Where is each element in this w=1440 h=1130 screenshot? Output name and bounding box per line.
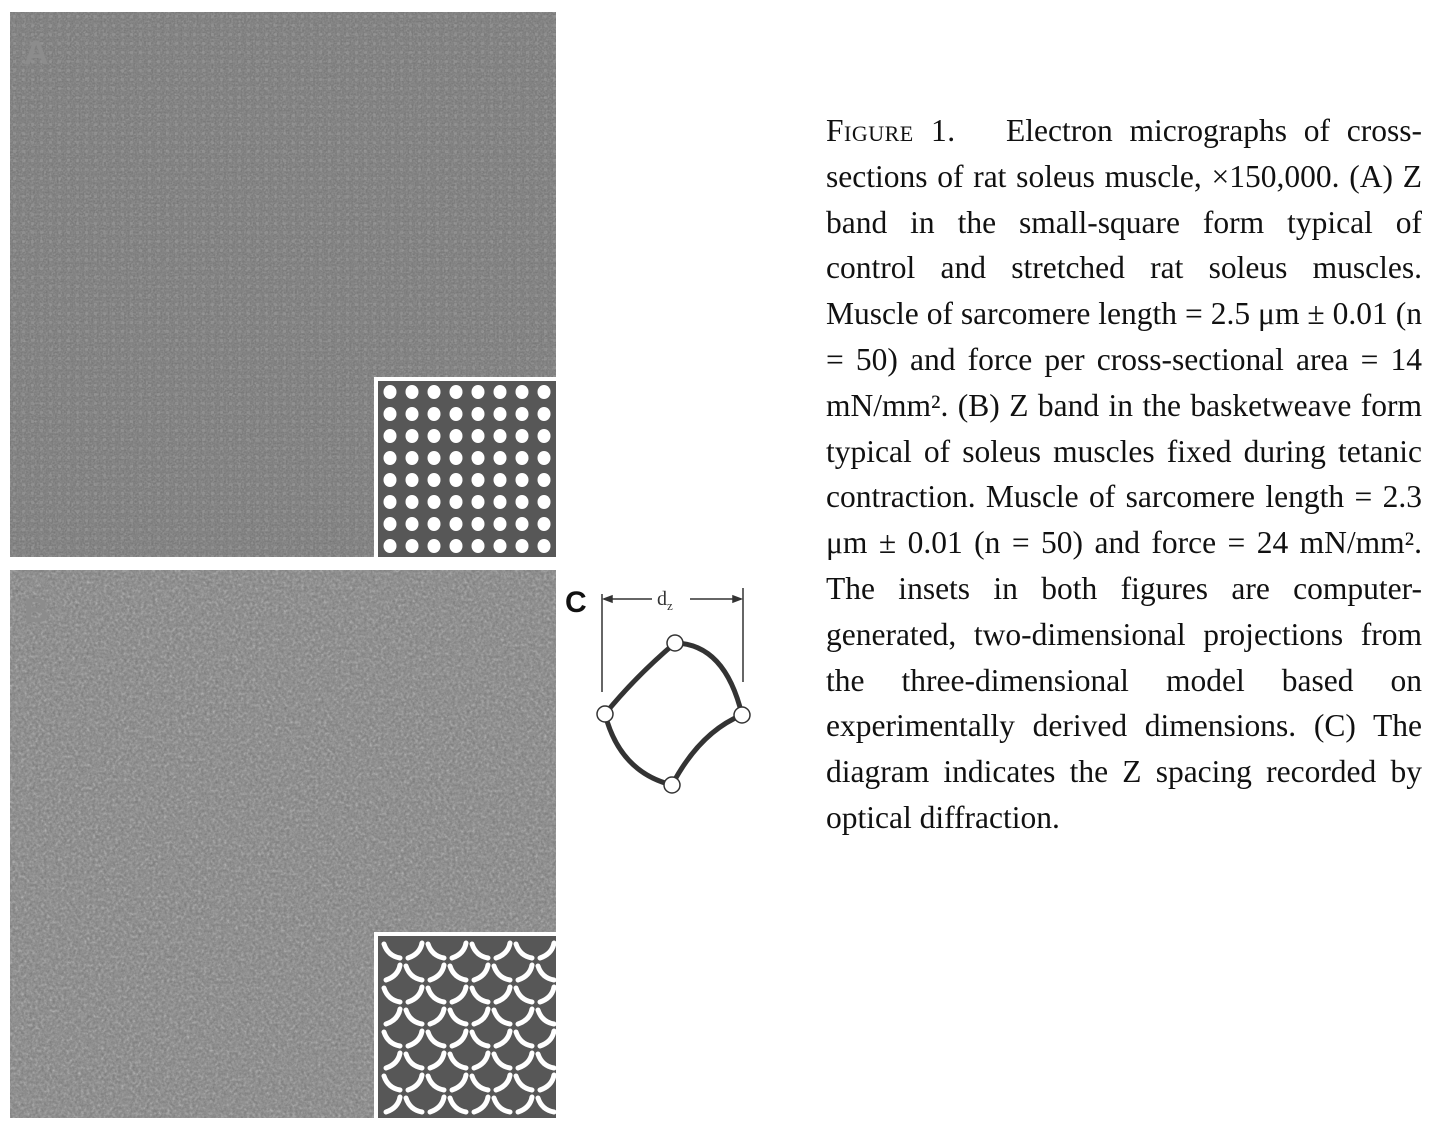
inset-dot [428,539,441,553]
inset-dot [406,385,419,399]
model-inset-a [374,377,556,557]
node-left [597,706,613,722]
inset-dot [450,473,463,487]
inset-dot [406,517,419,531]
inset-dot [494,473,507,487]
inset-dot [472,429,485,443]
inset-dot [538,517,551,531]
inset-dot [384,385,397,399]
inset-dot [406,407,419,421]
inset-dot [450,539,463,553]
inset-dot [384,451,397,465]
inset-dot [494,429,507,443]
inset-dot [450,407,463,421]
micrograph-panel-a [10,12,556,557]
inset-dot [472,451,485,465]
inset-dot [428,429,441,443]
inset-dot [494,495,507,509]
inset-dot [538,385,551,399]
inset-dot [516,385,529,399]
panel-letter-b: B [24,592,49,630]
inset-dot [450,385,463,399]
inset-dot [450,451,463,465]
caption-text: Electron micrographs of cross-sections of rat soleus muscle, ×150,000. (A) Z band in the small-square form typical of control and stretched rat soleus muscles. Muscle of sarcomere length = 2.5 μm ± 0.01 (n = 50) and force per cross-sectional area = 14 mN/mm². (B) Z band in the basketweave form typical of soleus muscles fixed during tetanic contraction. Muscle of sarcomere length = 2.3 μm ± 0.01 (n = 50) and force = 24 mN/mm². The insets in both figures are computer-generated, two-dimensional projections from the three-dimensional model based on experimentally derived dimensions. (C) The diagram indicates the Z spacing recorded by optical diffraction. [826,113,1423,835]
inset-dot [538,451,551,465]
inset-dot [472,517,485,531]
inset-dot [406,473,419,487]
dimension-label: $d_z$ [657,588,673,613]
inset-dot [406,495,419,509]
inset-dot [538,407,551,421]
inset-dot [450,517,463,531]
basketweave-unit [597,635,750,793]
model-inset-b [374,932,556,1118]
inset-dot [450,429,463,443]
inset-dot [516,539,529,553]
inset-dot [384,495,397,509]
inset-dot [494,517,507,531]
inset-dot [450,495,463,509]
inset-dot [516,407,529,421]
inset-dot [472,539,485,553]
inset-dot [384,539,397,553]
node-right [734,707,750,723]
inset-dot [538,539,551,553]
inset-dot [494,407,507,421]
figure-caption [826,108,1422,841]
inset-dot [516,517,529,531]
inset-dot [406,429,419,443]
inset-dot [494,385,507,399]
inset-dot [384,517,397,531]
inset-dot [538,429,551,443]
inset-dot [472,385,485,399]
inset-dot [538,473,551,487]
node-bottom [664,777,680,793]
inset-dot [428,495,441,509]
inset-dot [428,517,441,531]
inset-dot [428,385,441,399]
inset-dot [472,495,485,509]
inset-dot [384,407,397,421]
z-spacing-diagram [560,572,760,802]
small-square-model-projection [378,381,556,557]
inset-dot [406,451,419,465]
inset-dot [516,429,529,443]
inset-dot [516,451,529,465]
inset-dot [472,407,485,421]
diagram-letter-c: C [565,586,587,619]
inset-dot [406,539,419,553]
inset-dot [472,473,485,487]
inset-dot [516,473,529,487]
inset-dot [516,495,529,509]
node-top [667,635,683,651]
figure-label: Figure 1. [826,113,956,148]
inset-dot [428,451,441,465]
panel-letter-a: A [24,34,49,72]
inset-dot [494,539,507,553]
inset-dot [428,407,441,421]
basketweave-model-projection [378,936,556,1118]
inset-dot [428,473,441,487]
inset-dot [494,451,507,465]
inset-dot [384,429,397,443]
inset-dot [538,495,551,509]
micrograph-panel-b [10,570,556,1118]
inset-dot [384,473,397,487]
